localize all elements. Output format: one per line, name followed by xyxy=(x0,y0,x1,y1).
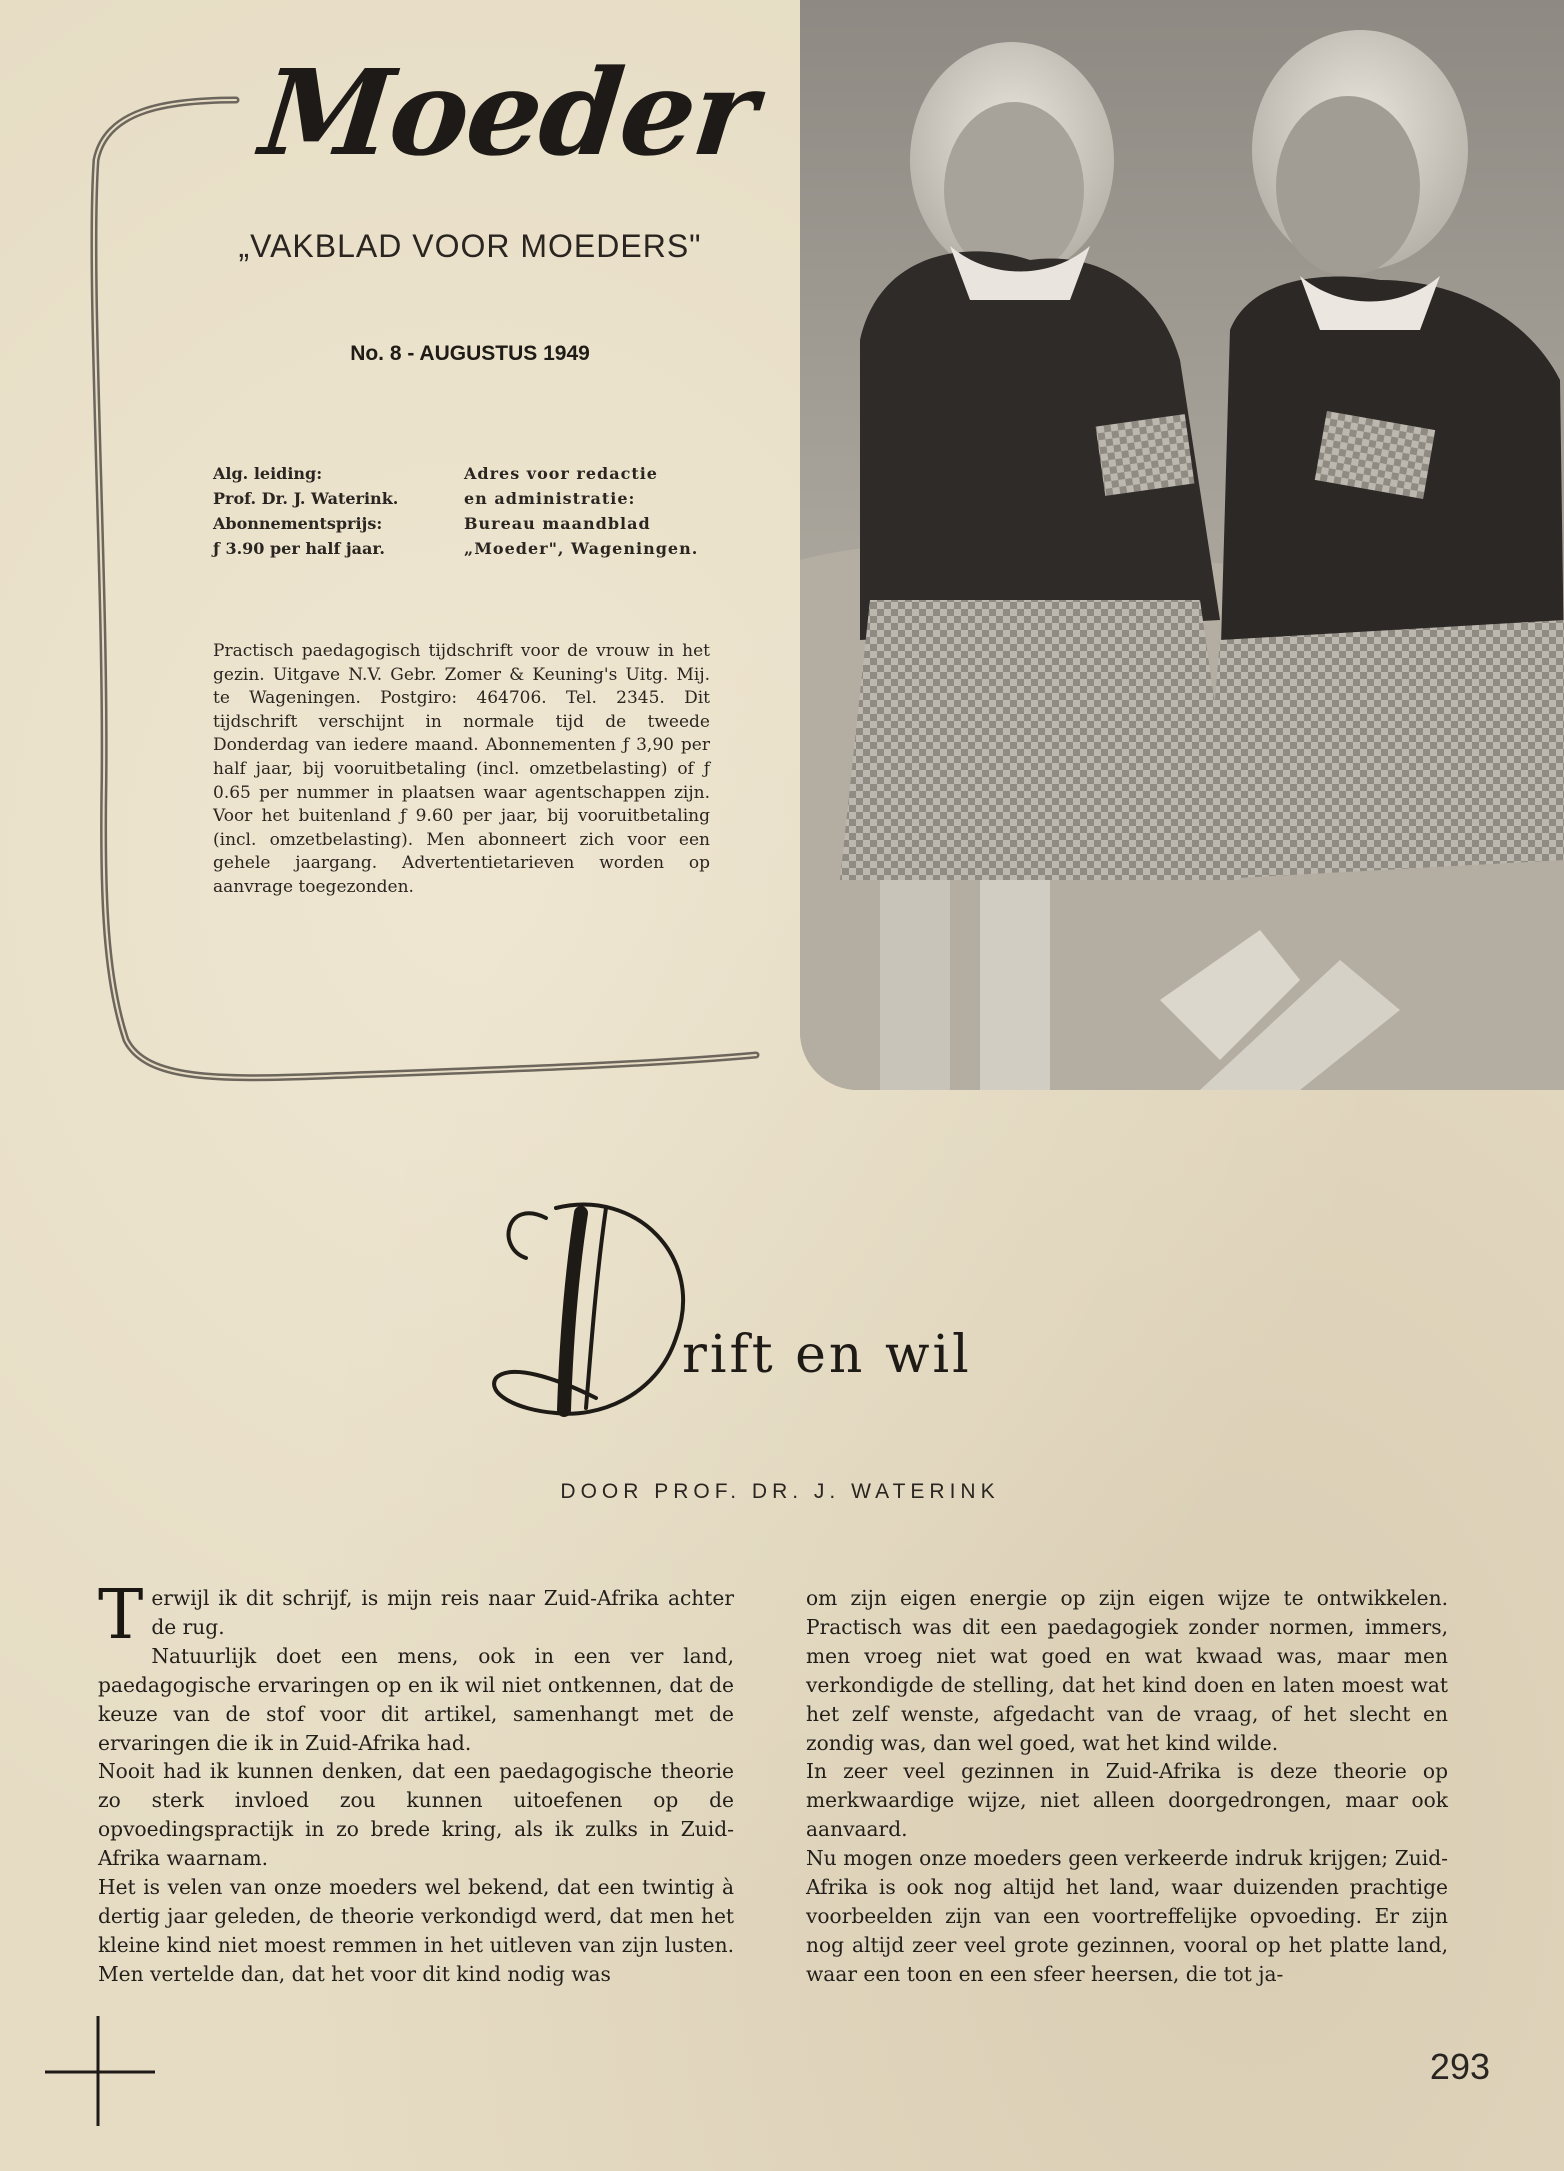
colophon-right xyxy=(464,461,724,561)
article-paragraph: Nooit had ik kunnen denken, dat een paedagogische theorie zo sterk invloed zou kunnen uitoefenen op de opvoedingspractijk in zo brede kring, als ik zulks in Zuid-Afrika waarnam. xyxy=(98,1759,734,1871)
colophon-line: en administratie: xyxy=(464,489,636,508)
colophon-left xyxy=(213,461,453,561)
article-paragraph: Natuurlijk doet een mens, ook in een ver land, paedagogische ervaringen op en ik wil niet ontkennen, dat de keuze van de stof voor dit artikel, samenhangt met de ervaringen die ik in Zuid-Afrika had. xyxy=(98,1643,734,1755)
colophon-line: Abonnementsprijs: xyxy=(213,514,383,533)
colophon-line: „Moeder", Wageningen. xyxy=(464,539,699,558)
article-title: rift en wil xyxy=(682,1325,972,1385)
paragraph-text: erwijl ik dit schrijf, is mijn reis naar Zuid-Afrika achter de rug. xyxy=(151,1586,734,1639)
article-paragraph: om zijn eigen energie op zijn eigen wijze te ontwikkelen. Practisch was dit een paedagogiek zonder normen, immers, men vroeg niet wat goed en wat kwaad was, maar men verkondigde de stelling, dat het kind doen en laten moest wat het zelf wenste, afgedacht van de vraag, of het slecht en zondig was, dan wel goed, wat het kind wilde. xyxy=(806,1586,1448,1755)
colophon-line: Prof. Dr. J. Waterink. xyxy=(213,489,399,508)
magazine-subtitle: „VAKBLAD VOOR MOEDERS" xyxy=(238,228,702,264)
crop-mark-icon xyxy=(40,2016,160,2126)
magazine-logo: Moeder xyxy=(254,43,762,182)
page-number: 293 xyxy=(1429,2046,1490,2087)
photo-illustration xyxy=(800,0,1564,1090)
article-paragraph: Nu mogen onze moeders geen verkeerde indruk krijgen; Zuid-Afrika is ook nog altijd het land, waar duizenden prachtige voorbeelden zijn van een voortreffelijke opvoeding. Er zijn nog altijd zeer veel grote gezinnen, vooral op het platte land, waar een toon en een sfeer heersen, die tot ja- xyxy=(806,1846,1448,1986)
title-initial-letter xyxy=(486,1178,696,1418)
article-paragraph: In zeer veel gezinnen in Zuid-Afrika is deze theorie op merkwaardige wijze, niet alleen doorgedrongen, maar ook aanvaard. xyxy=(806,1759,1448,1842)
imprint-text: Practisch paedagogisch tijdschrift voor de vrouw in het gezin. Uitgave N.V. Gebr. Zomer & Keuning's Uitg. Mij. te Wageningen. Postgiro: 464706. Tel. 2345. Dit tijdschrift verschijnt in normale tijd de tweede Donderdag van iedere maand. Abonnementen ƒ 3,90 per half jaar, bij vooruitbetaling (incl. omzetbelasting) of ƒ 0.65 per nummer in plaatsen waar agentschappen zijn. Voor het buitenland ƒ 9.60 per jaar, bij vooruitbetaling (incl. omzetbelasting). Men abonneert zich voor een gehele jaargang. Advertentietarieven worden op aanvrage toegezonden. xyxy=(213,641,710,897)
article-paragraph xyxy=(98,1576,734,1655)
colophon-line: Adres voor redactie xyxy=(464,464,658,483)
drop-cap: T xyxy=(98,1576,144,1655)
colophon-line: Alg. leiding: xyxy=(213,464,323,483)
cover-photo xyxy=(800,0,1564,1090)
article-paragraph: Het is velen van onze moeders wel bekend, dat een twintig à dertig jaar geleden, de theorie verkondigd werd, dat men het kleine kind niet moest remmen in het uitleven van zijn lusten. Men vertelde dan, dat het voor dit kind nodig was xyxy=(98,1875,734,1986)
article-column-right xyxy=(806,1584,1448,1989)
issue-number: No. 8 - AUGUSTUS 1949 xyxy=(350,342,590,365)
article-byline: DOOR PROF. DR. J. WATERINK xyxy=(560,1480,1000,1503)
colophon-line: ƒ 3.90 per half jaar. xyxy=(213,539,385,558)
article-column-left xyxy=(98,1576,734,1989)
colophon-line: Bureau maandblad xyxy=(464,514,651,533)
